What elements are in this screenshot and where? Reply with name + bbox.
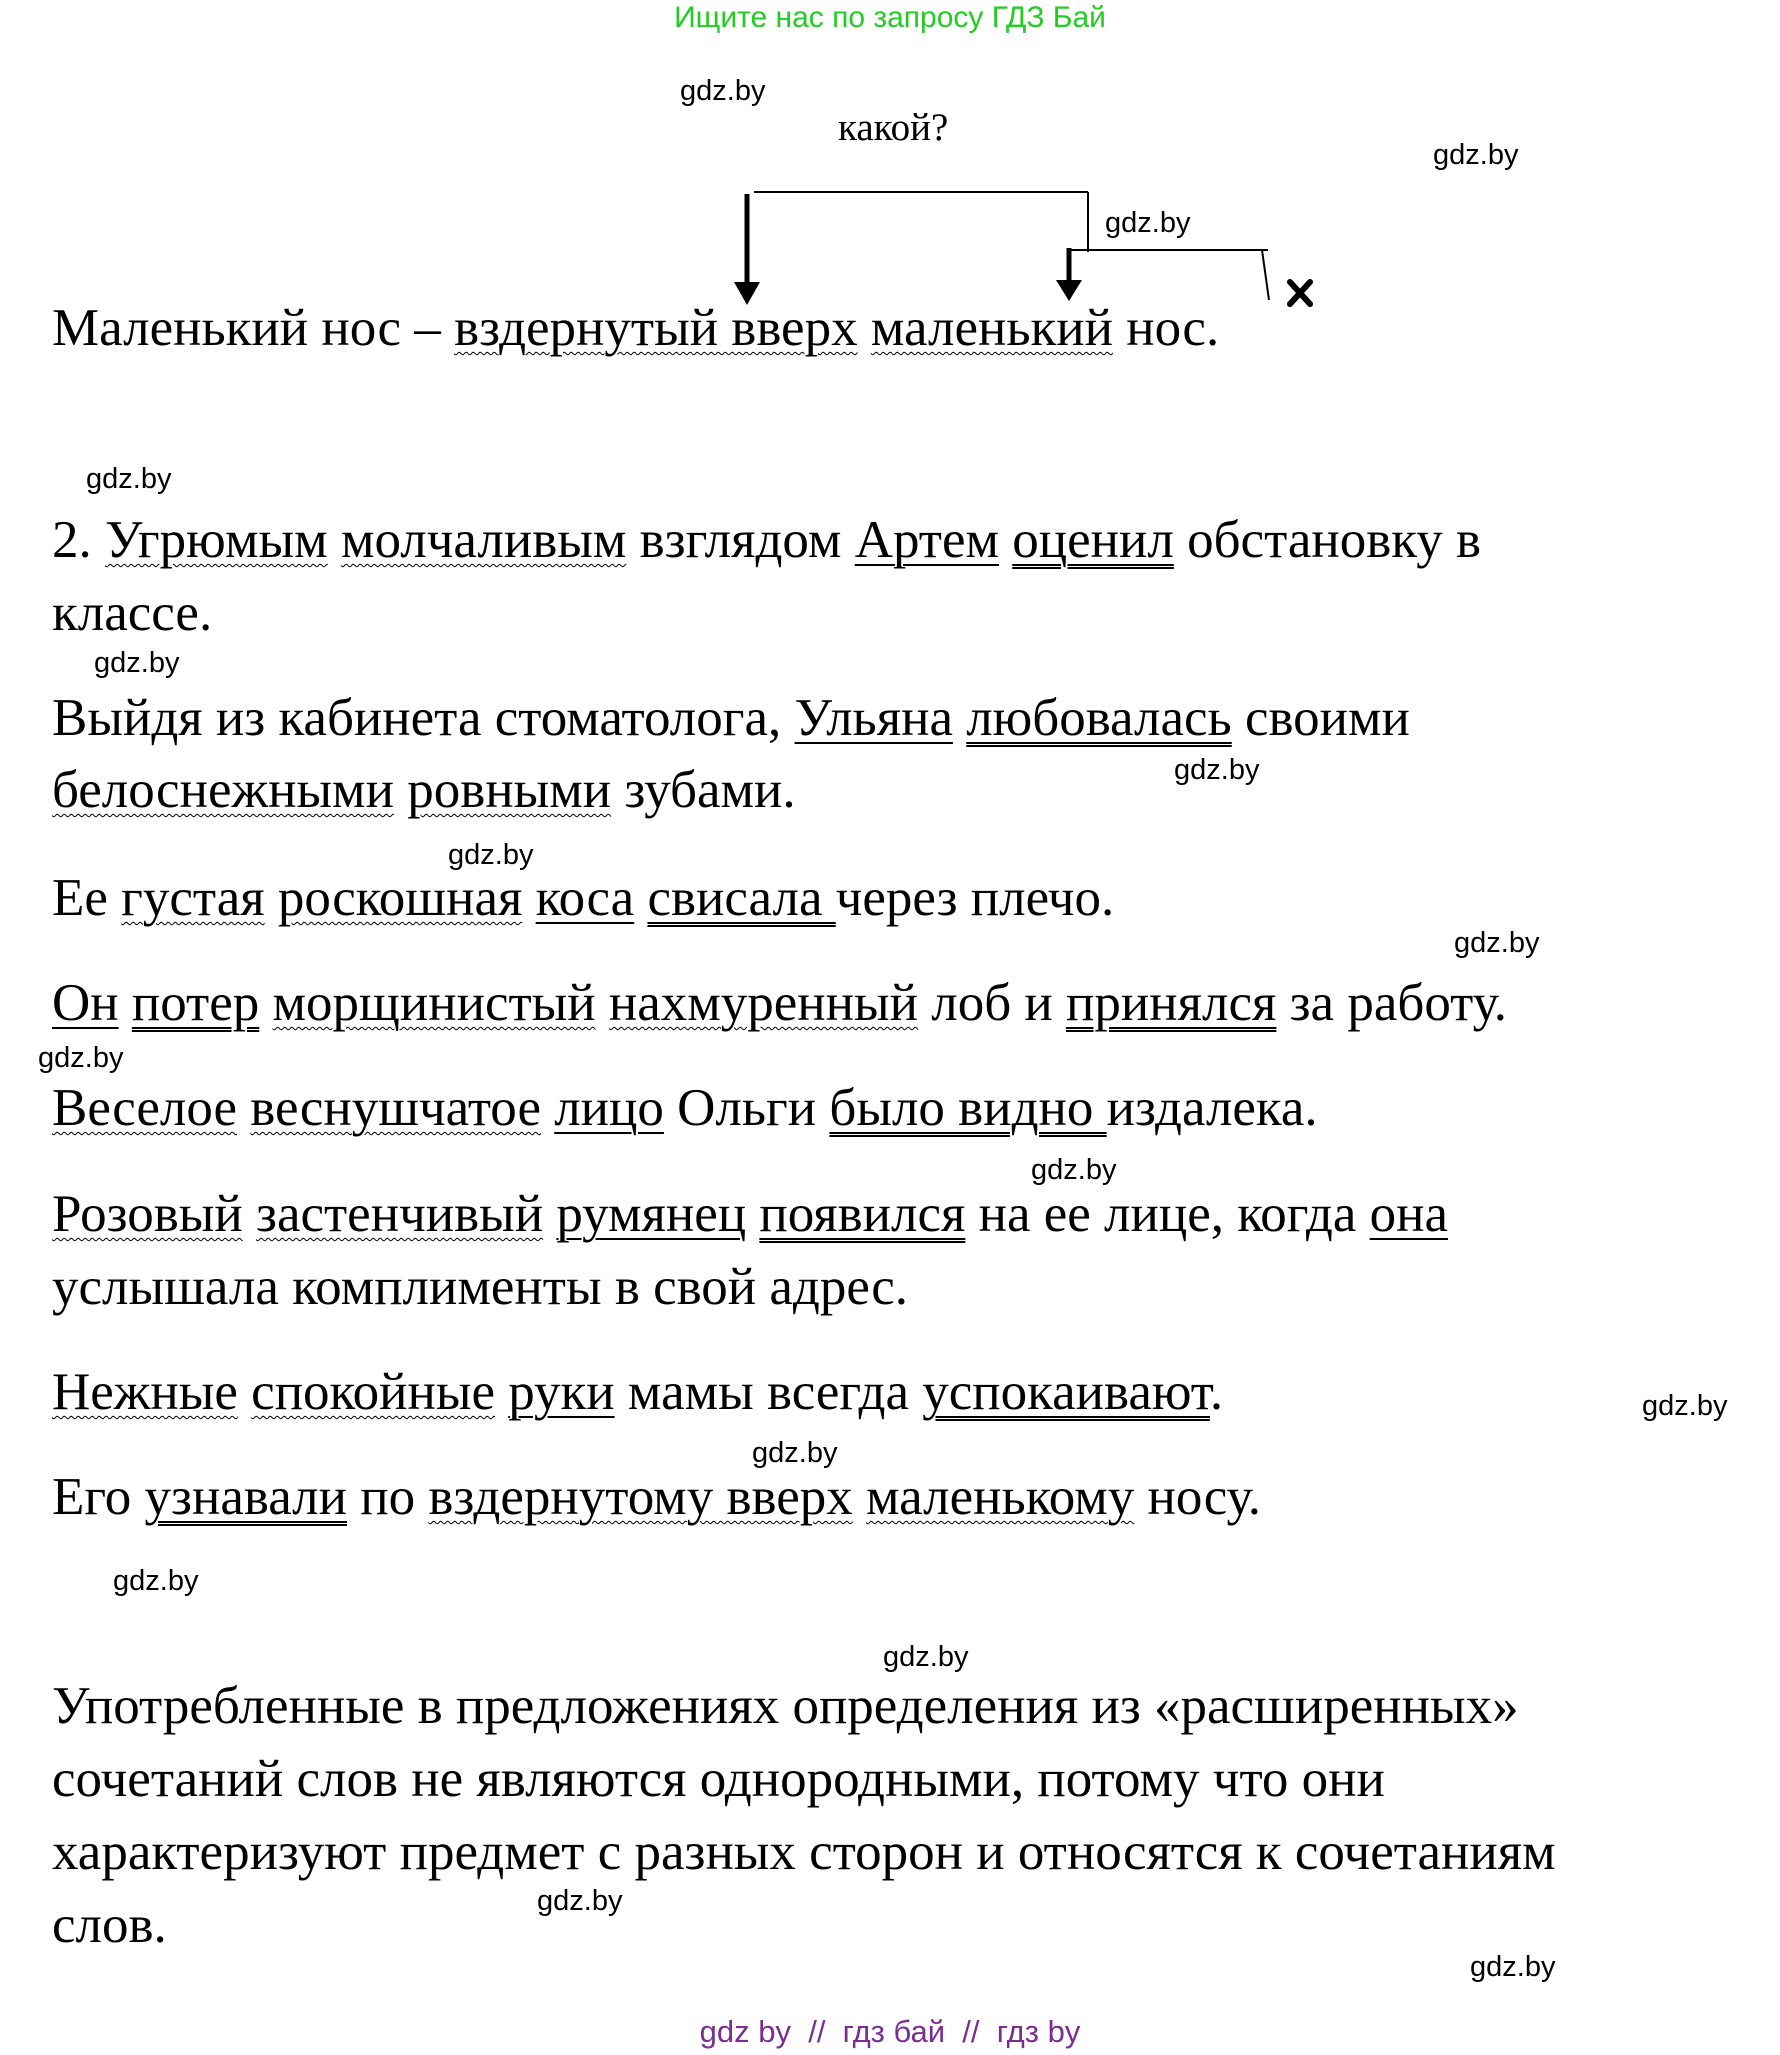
top-banner: Ищите нас по запросу ГДЗ Бай [674, 1, 1106, 34]
scheme-arrow-2 [1056, 248, 1082, 301]
conclusion-line-2: сочетаний слов не являются однородными, потому что они [52, 1750, 1385, 1808]
watermark: gdz.by [1105, 207, 1191, 239]
scheme-sentence: Маленький нос – вздернутый вверх маленький нос. [52, 299, 1220, 357]
watermark: gdz.by [1433, 139, 1519, 171]
watermark: gdz.by [752, 1437, 838, 1469]
sentence-2-line-1: Выйдя из кабинета стоматолога, Ульяна любовалась своими [52, 689, 1410, 747]
conclusion-line-3: характеризуют предмет с разных сторон и относятся к сочетаниям [52, 1823, 1556, 1881]
watermark: gdz.by [1642, 1390, 1728, 1422]
watermark: gdz.by [1031, 1154, 1117, 1186]
watermark: gdz.by [86, 463, 172, 495]
watermark: gdz.by [680, 75, 766, 107]
sentence-6-line-2: услышала комплименты в свой адрес. [52, 1258, 908, 1316]
footer-links[interactable]: gdz by // гдз бай // гдз by [699, 2014, 1081, 2049]
sentence-1-line-1: 2. Угрюмым молчаливым взглядом Артем оценил обстановку в [52, 511, 1482, 569]
scheme-cross-icon [1290, 282, 1310, 304]
watermark: gdz.by [883, 1641, 969, 1673]
scheme-bracket-outer [754, 192, 1088, 252]
sentence-3: Ее густая роскошная коса свисала через плечо. [52, 869, 1115, 927]
sentence-5: Веселое веснушчатое лицо Ольги было видно издалека. [52, 1079, 1318, 1137]
scheme-diagram [0, 0, 1780, 330]
sentence-4: Он потер морщинистый нахмуренный лоб и принялся за работу. [52, 974, 1508, 1032]
watermark: gdz.by [537, 1885, 623, 1917]
conclusion-line-4: слов. [52, 1896, 167, 1954]
conclusion-line-1: Употребленные в предложениях определения из «расширенных» [52, 1677, 1519, 1735]
watermark: gdz.by [1174, 754, 1260, 786]
scheme-bracket-inner [1069, 250, 1269, 300]
sentence-2-line-2: белоснежными ровными зубами. [52, 761, 796, 819]
scheme-question: какой? [838, 106, 949, 149]
watermark: gdz.by [113, 1565, 199, 1597]
sentence-1-line-2: классе. [52, 584, 213, 642]
watermark: gdz.by [1454, 927, 1540, 959]
watermark: gdz.by [94, 647, 180, 679]
watermark: gdz.by [1470, 1951, 1556, 1983]
scheme-arrow-1 [734, 194, 760, 305]
sentence-6-line-1: Розовый застенчивый румянец появился на ее лице, когда она [52, 1185, 1449, 1243]
sentence-7: Нежные спокойные руки мамы всегда успокаивают. [52, 1363, 1224, 1421]
sentence-8: Его узнавали по вздернутому вверх маленькому носу. [52, 1468, 1261, 1526]
watermark: gdz.by [38, 1042, 124, 1074]
watermark: gdz.by [448, 839, 534, 871]
